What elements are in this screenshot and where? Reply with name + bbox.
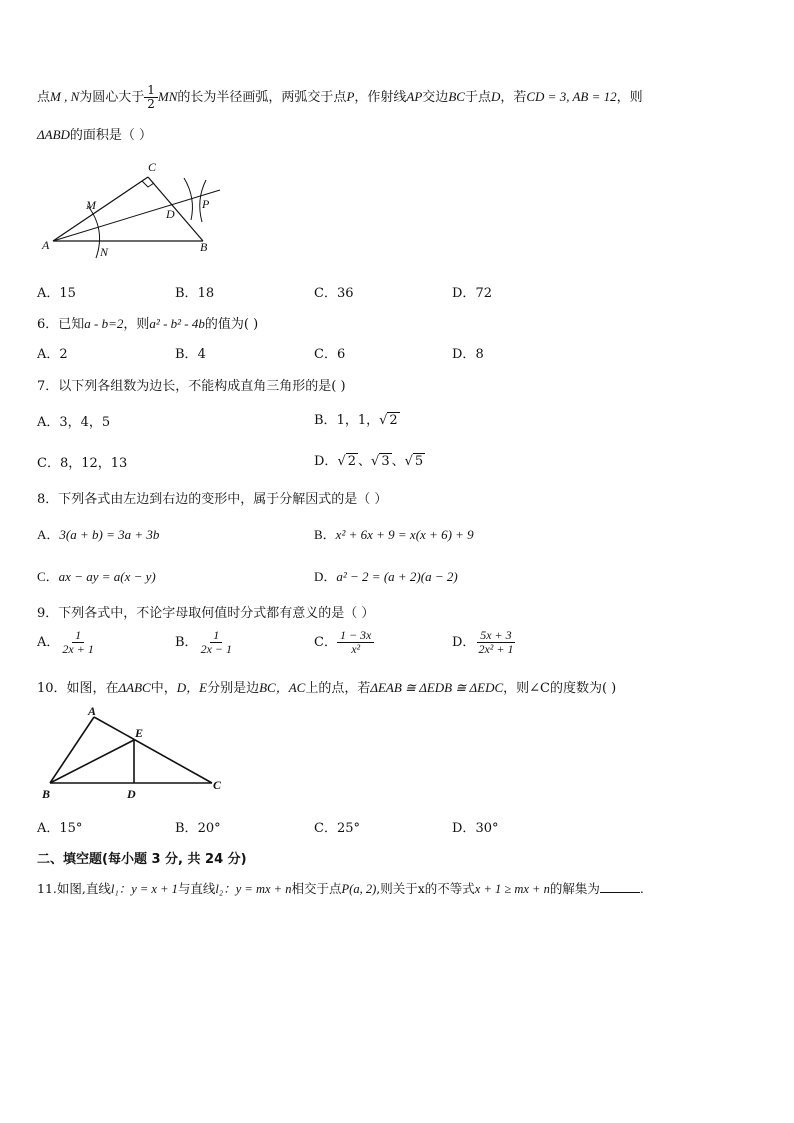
label-d: D <box>166 207 175 221</box>
segment-ac <box>53 177 148 241</box>
ray-ap <box>53 190 220 241</box>
q8-option-d[interactable]: D．a² − 2 = (a + 2)(a − 2) <box>314 569 458 584</box>
q7-option-a[interactable]: A．3，4，5 <box>37 415 111 430</box>
q9-option-d[interactable]: D． $\frac{5x + 3}{\text{2x² + 1}}$ <box>452 628 514 657</box>
q5-stem-line1: 点M , N为圆心大于 $\frac{1}{2}$ MN的长为半径画弧，两弧交于点P，作射线AP交边BC于点D，若CD = 3, AB = 12，则 <box>37 83 643 112</box>
half-fraction: $\frac{1}{2}$ <box>144 84 158 111</box>
label-d: D <box>127 787 136 801</box>
q5-option-c[interactable]: C．36 <box>314 286 354 301</box>
label-e: E <box>135 726 144 740</box>
q5-figure <box>38 158 228 263</box>
q7-option-d[interactable]: D．√ 2 、√ 3 、√ 5 <box>314 454 424 469</box>
label-p: P <box>202 197 210 211</box>
q5-option-b[interactable]: B．18 <box>175 286 215 301</box>
q8-stem: 8．下列各式由左边到右边的变形中，属于分解因式的是（ ） <box>37 492 388 507</box>
label-b: B <box>42 787 51 801</box>
q8-option-b[interactable]: B．x² + 6x + 9 = x(x + 6) + 9 <box>314 527 474 542</box>
q10-option-d[interactable]: D．30° <box>452 821 499 836</box>
q6-option-d[interactable]: D．8 <box>452 347 484 362</box>
section-2-title: 二、填空题(每小题 3 分, 共 24 分) <box>37 852 247 867</box>
sqrt-symbol: √ 3 <box>371 454 390 469</box>
q10-option-a[interactable]: A．15° <box>37 821 83 836</box>
q5-option-a[interactable]: A．15 <box>37 286 76 301</box>
segment-ba <box>50 717 94 783</box>
sqrt-symbol: √ 5 <box>404 454 424 469</box>
q7-option-c[interactable]: C．8，12，13 <box>37 456 128 471</box>
label-c: C <box>148 160 157 174</box>
sqrt-symbol: √ 2 <box>337 454 357 469</box>
label-m: M <box>86 198 96 212</box>
q5-option-d[interactable]: D．72 <box>452 286 492 301</box>
q9-stem: 9．下列各式中，不论字母取何值时分式都有意义的是（ ） <box>37 606 375 621</box>
label-a: A <box>88 704 97 718</box>
label-b: B <box>200 240 208 254</box>
q8-option-c[interactable]: C．ax − ay = a(x − y) <box>37 569 156 584</box>
q6-option-c[interactable]: C．6 <box>314 347 346 362</box>
q6-stem: 6．已知a - b=2，则a² - b² - 4b的值为( ) <box>37 316 259 332</box>
q11-stem: 11.如图,直线l₁：y = x + 1与直线l₂：y = mx + n相交于点P(a, 2),则关于x的不等式x + 1 ≥ mx + n的解集为 . <box>37 881 644 896</box>
q9-option-b[interactable]: B． $\frac{1}{2x - 1}$ <box>175 628 232 657</box>
q9-option-c[interactable]: C． $\frac{1 - 3x}{\text{x²}}$ <box>314 629 374 656</box>
answer-blank[interactable] <box>600 880 640 893</box>
segment-be <box>50 740 134 783</box>
label-n: N <box>100 245 109 259</box>
q7-stem: 7．以下列各组数为边长，不能构成直角三角形的是( ) <box>37 379 346 394</box>
q8-option-a[interactable]: A．3(a + b) = 3a + 3b <box>37 527 160 542</box>
q10-option-b[interactable]: B．20° <box>175 821 221 836</box>
q7-option-b[interactable]: B．1，1，√ 2 <box>314 413 398 428</box>
q10-stem: 10．如图，在ΔABC中，D，E分别是边BC，AC上的点，若ΔEAB ≅ ΔEDB ≅ ΔEDC，则∠C的度数为( ) <box>37 680 617 696</box>
q10-option-c[interactable]: C．25° <box>314 821 360 836</box>
segment-ac <box>94 717 212 783</box>
q10-figure <box>38 703 230 801</box>
q6-option-a[interactable]: A．2 <box>37 347 68 362</box>
sqrt-symbol: √ 2 <box>379 413 398 428</box>
q9-option-a[interactable]: A． $\frac{1}{2x + 1}$ <box>37 628 94 657</box>
q5-condition: CD = 3, AB = 12 <box>526 89 617 105</box>
label-c: C <box>213 778 222 792</box>
label-a: A <box>42 238 50 252</box>
q6-option-b[interactable]: B．4 <box>175 347 206 362</box>
q5-mn: M , N <box>50 89 80 105</box>
q5-stem-line2: ΔABD的面积是（ ） <box>37 127 153 143</box>
